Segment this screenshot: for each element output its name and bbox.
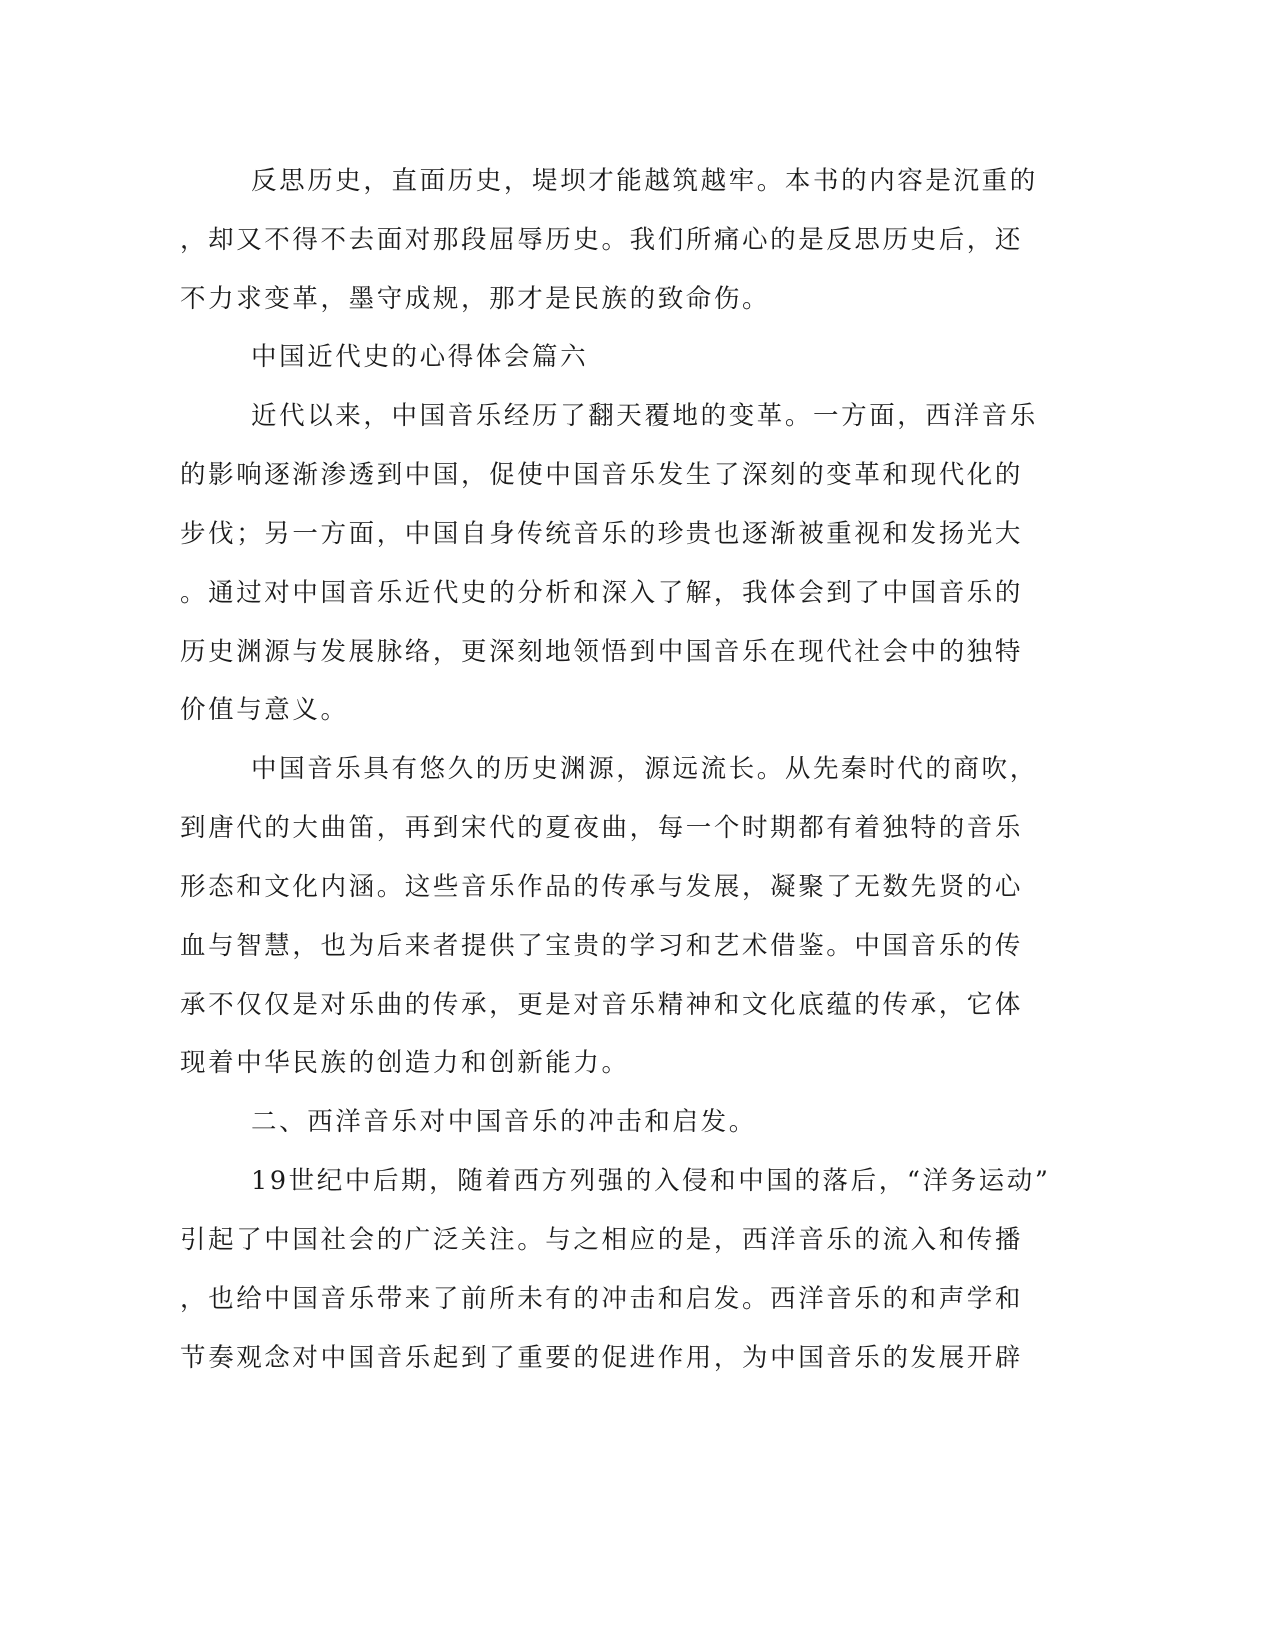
text-line: 。通过对中国音乐近代史的分析和深入了解，我体会到了中国音乐的 (180, 578, 1024, 608)
text-line: 价值与意义。 (180, 695, 349, 725)
text-line: 近代以来，中国音乐经历了翻天覆地的变革。一方面，西洋音乐 (251, 401, 1038, 431)
text-line: ，也给中国音乐带来了前所未有的冲击和启发。西洋音乐的和声学和 (180, 1284, 1024, 1314)
text-line: 19世纪中后期，随着西方列强的入侵和中国的落后，“洋务运动” (251, 1166, 1051, 1196)
section-heading: 中国近代史的心得体会篇六 (251, 342, 589, 372)
text-line: 不力求变革，墨守成规，那才是民族的致命伤。 (180, 284, 771, 314)
text-line: 历史渊源与发展脉络，更深刻地领悟到中国音乐在现代社会中的独特 (180, 637, 1024, 667)
text-line: 节奏观念对中国音乐起到了重要的促进作用，为中国音乐的发展开辟 (180, 1343, 1024, 1373)
text-line: 血与智慧，也为后来者提供了宝贵的学习和艺术借鉴。中国音乐的传 (180, 931, 1024, 961)
text-line: 现着中华民族的创造力和创新能力。 (180, 1048, 630, 1078)
text-line: 反思历史，直面历史，堤坝才能越筑越牢。本书的内容是沉重的 (251, 166, 1038, 196)
text-line: 形态和文化内涵。这些音乐作品的传承与发展，凝聚了无数先贤的心 (180, 872, 1024, 902)
text-line: 承不仅仅是对乐曲的传承，更是对音乐精神和文化底蕴的传承，它体 (180, 990, 1024, 1020)
text-line: ，却又不得不去面对那段屈辱历史。我们所痛心的是反思历史后，还 (180, 225, 1024, 255)
text-line: 的影响逐渐渗透到中国，促使中国音乐发生了深刻的变革和现代化的 (180, 460, 1024, 490)
text-line: 中国音乐具有悠久的历史渊源，源远流长。从先秦时代的商吹， (251, 754, 1038, 784)
text-line: 引起了中国社会的广泛关注。与之相应的是，西洋音乐的流入和传播 (180, 1225, 1024, 1255)
section-heading: 二、西洋音乐对中国音乐的冲击和启发。 (251, 1107, 757, 1137)
text-line: 到唐代的大曲笛，再到宋代的夏夜曲，每一个时期都有着独特的音乐 (180, 813, 1024, 843)
text-line: 步伐；另一方面，中国自身传统音乐的珍贵也逐渐被重视和发扬光大 (180, 519, 1024, 549)
